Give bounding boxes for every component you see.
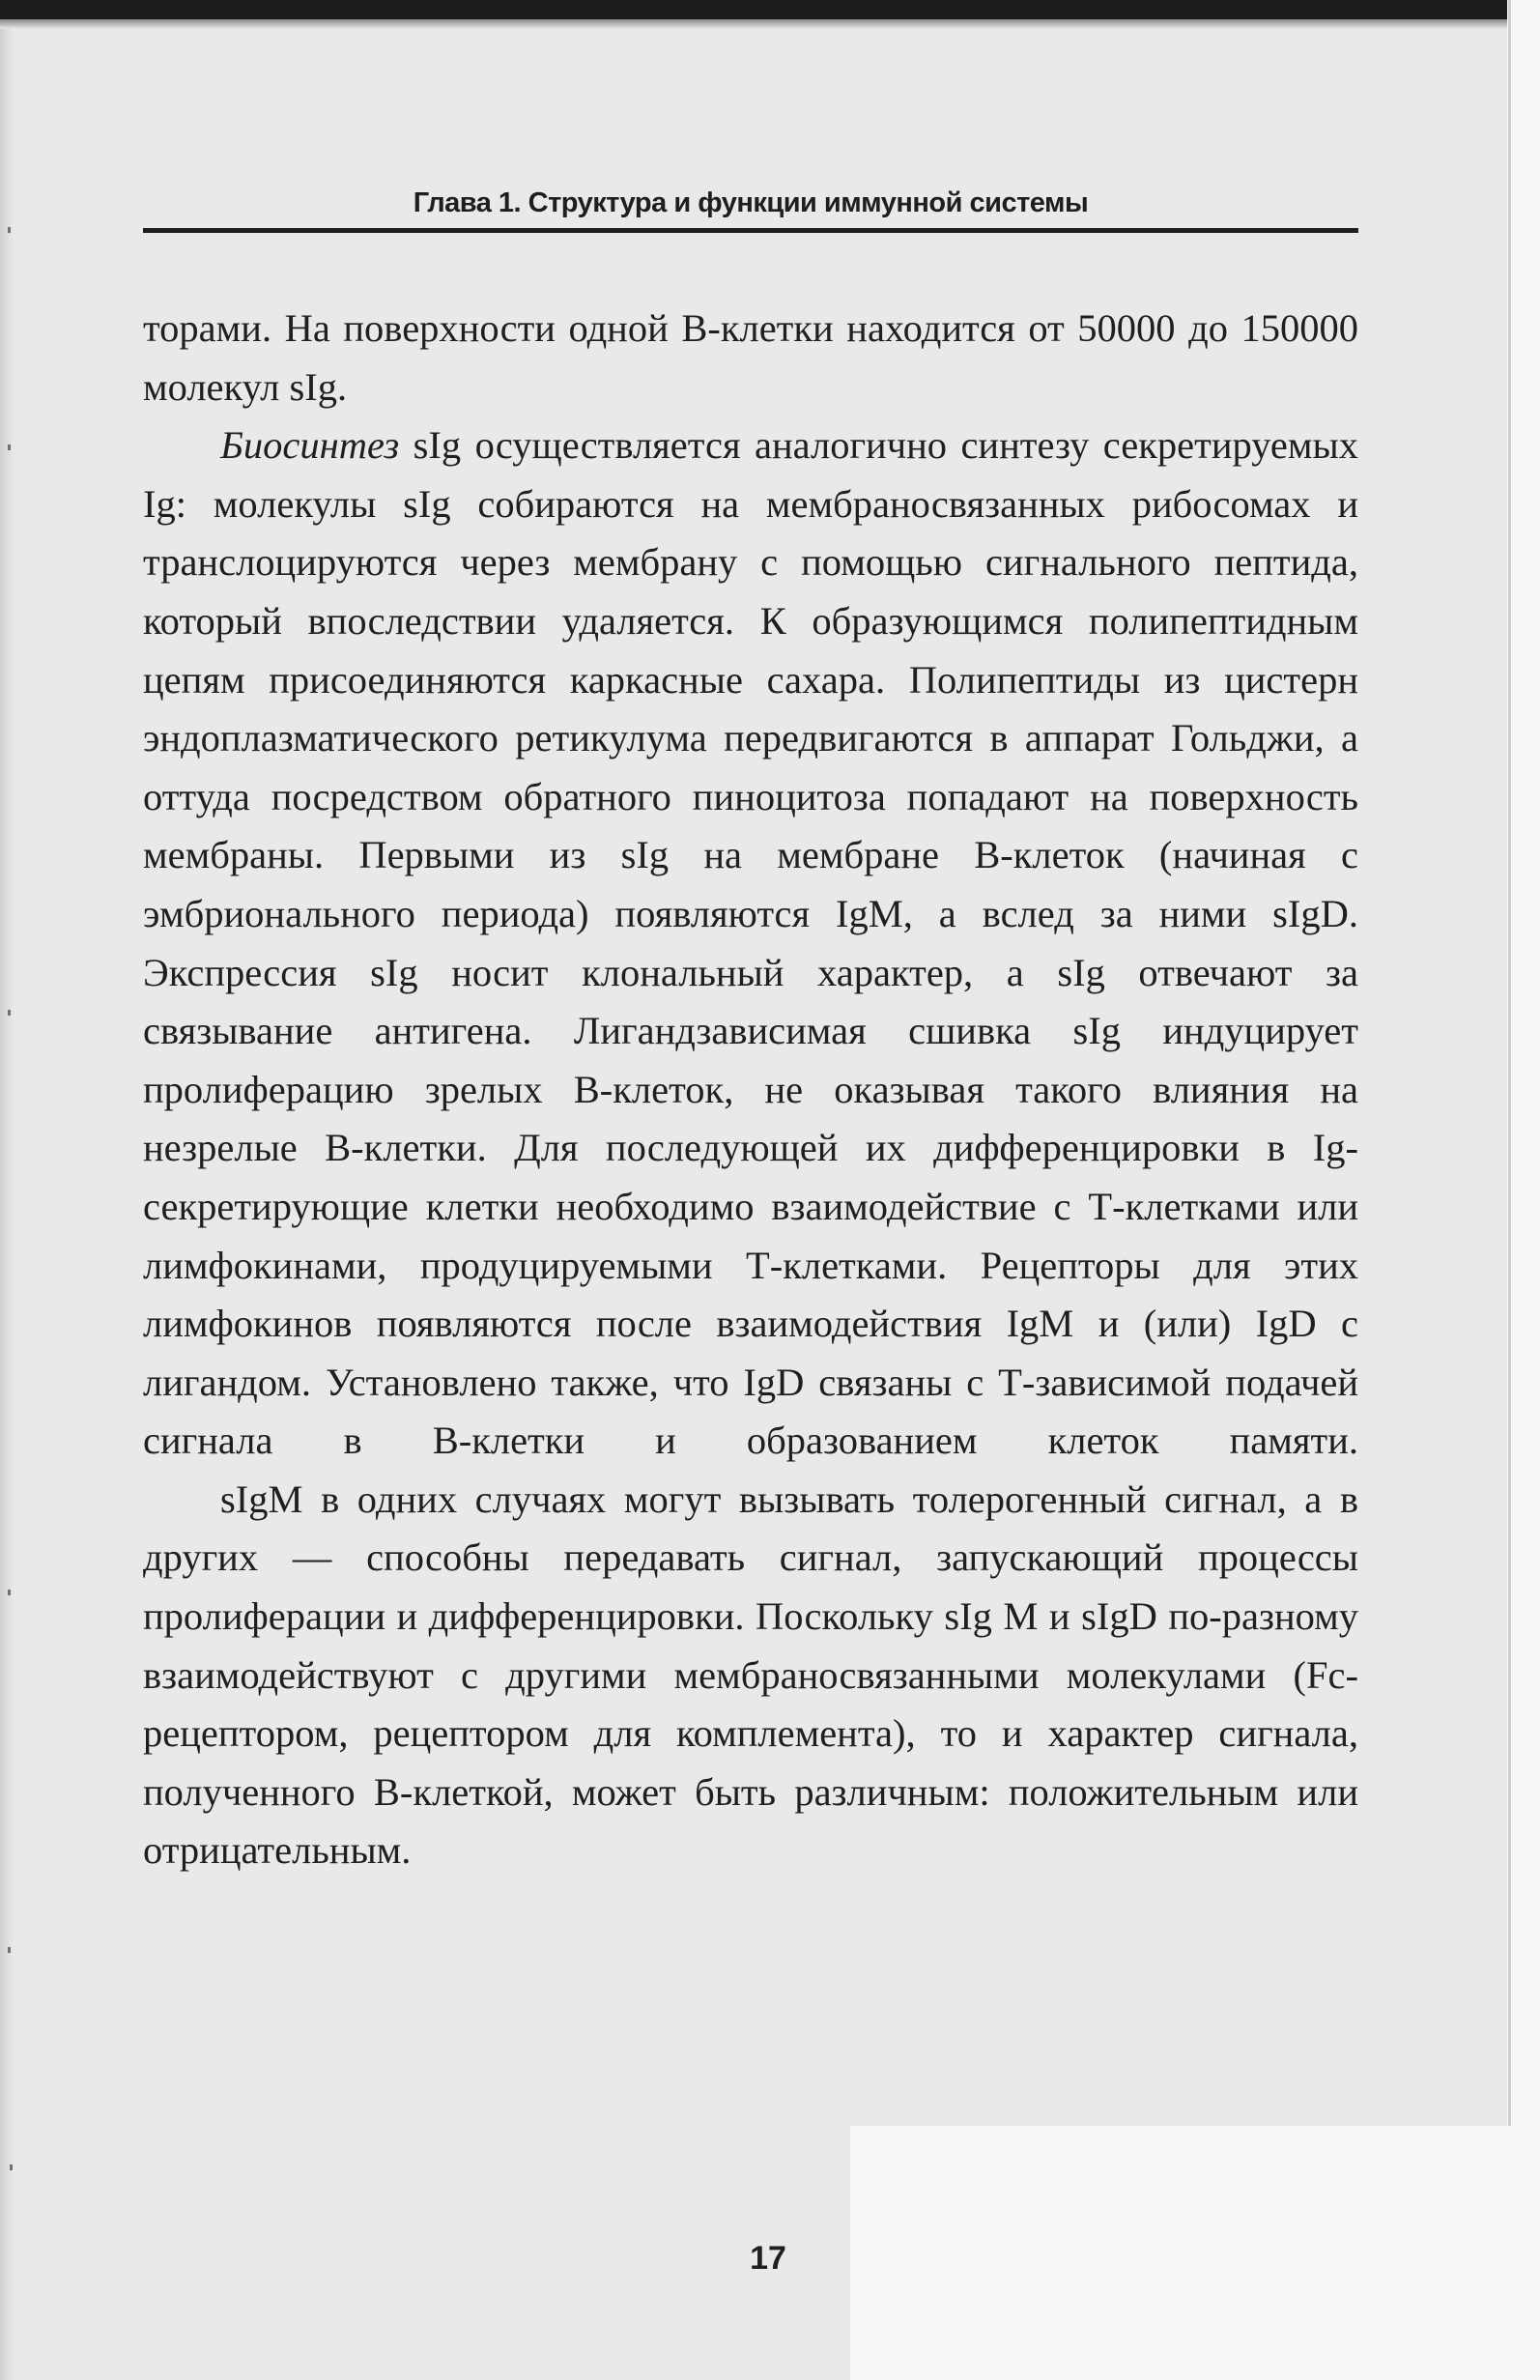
scan-speck <box>8 444 11 450</box>
italic-term: Биосинтез <box>220 423 400 468</box>
scan-speck <box>8 1010 11 1016</box>
page-edge-line <box>1508 0 1511 2380</box>
chapter-title: Глава 1. Структура и функции иммунной системы <box>413 187 1089 218</box>
page-gutter-shadow <box>0 0 14 2380</box>
scan-top-shadow <box>0 19 1512 29</box>
scan-speck <box>8 1947 11 1953</box>
scan-speck <box>8 227 11 233</box>
paragraph-text: sIg осуществляется аналогично синтезу секретируемых Ig: молекулы sIg собираются на мембраносвязанных рибосомах и транслоцируются через мембрану с помощью сигнального пептида, который впоследствии удаляется. К образующимся полипептидным цепям присоединяются каркасные сахара. Полипептиды из цистерн эндоплазматического ретикулума передвигаются в аппарат Гольджи, а оттуда посредством обратного пиноцитоза попадают на поверхность мембраны. Первыми из sIg на мембране В-клеток (начиная с эмбрионального периода) появляются IgM, а вслед за ними sIgD. Экспрессия sIg носит клональный характер, а sIg отвечают за связывание антигена. Лигандзависимая сшивка sIg индуцирует пролиферацию зрелых В-клеток, не оказывая такого влияния на незрелые В-клетки. Для последующей их дифференцировки в Ig-секретирующие клетки необходимо взаимодействие с Т-клетками или лимфокинами, продуцируемыми Т-клетками. Рецепторы для этих лимфокинов появляются после взаимодействия IgM и (или) IgD с лигандом. Установлено также, что IgD связаны с Т-зависимой подачей сигнала в В-клетки и образованием клеток памяти. <box>143 423 1358 1463</box>
scan-light-patch <box>850 2126 1540 2380</box>
page-number: 17 <box>750 2240 786 2277</box>
paragraph-continuation: торами. На поверхности одной В-клетки находится от 50000 до 150000 молекул sIg. <box>143 306 1358 409</box>
paragraph-biosynthesis <box>143 416 1358 1471</box>
scan-speck <box>8 1590 11 1595</box>
scan-right-margin <box>1507 0 1540 2380</box>
scan-speck <box>10 2165 13 2170</box>
body-text <box>143 300 1358 1880</box>
scan-top-border <box>0 0 1512 19</box>
paragraph-sigm-signal: sIgM в одних случаях могут вызывать толерогенный сигнал, а в других — способны передавать сигнал, запускающий процессы пролиферации и дифференцировки. Поскольку sIg M и sIgD по-разному взаимодействуют с другими мембраносвязанными молекулами (Fc-рецептором, рецептором для комплемента), то и характер сигнала, полученного В-клеткой, может быть различным: положительным или отрицательным. <box>143 1477 1358 1873</box>
running-header <box>143 182 1358 233</box>
